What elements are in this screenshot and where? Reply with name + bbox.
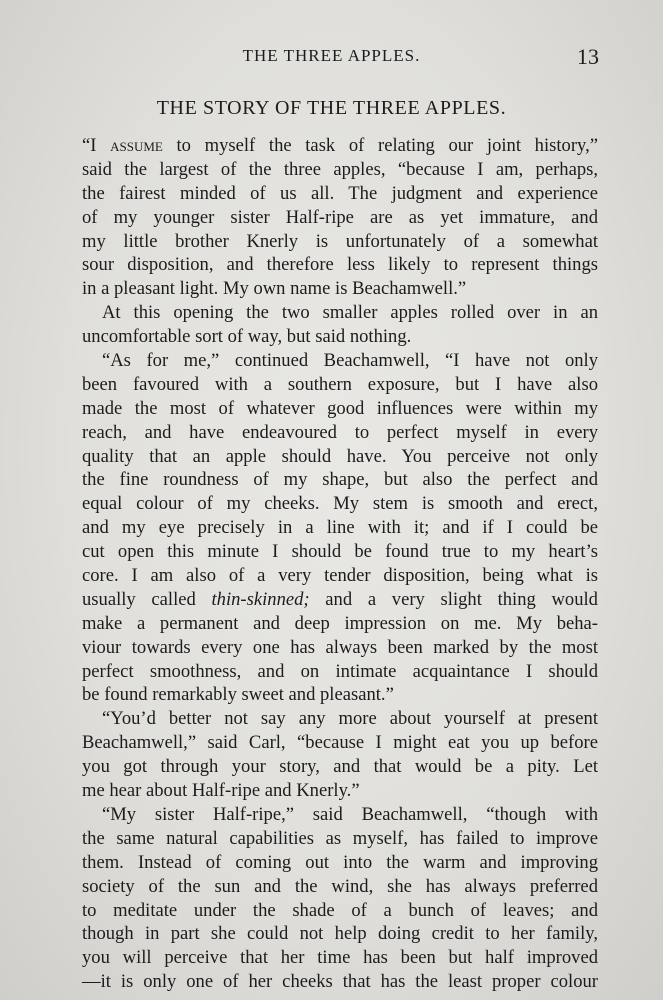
text-line: sour disposition, and therefore less likely to represent things <box>82 254 598 276</box>
text-line: made the most of whatever good influences were within my <box>82 397 598 419</box>
text-line: the fairest minded of us all. The judgment and experience <box>82 182 598 204</box>
text-line: and my eye precisely in a line with it; and if I could be <box>82 517 598 539</box>
text-line: the fine roundness of my shape, but also the perfect and <box>82 469 598 491</box>
text-line: usually called thin-skinned; and a very slight thing would <box>82 588 598 610</box>
text-line: reach, and have endeavoured to perfect myself in every <box>82 421 598 443</box>
page-number: 13 <box>577 44 599 69</box>
text-line: “My sister Half-ripe,” said Beachamwell, “though with <box>102 803 598 825</box>
text-line: viour towards every one has always been marked by the most <box>82 636 598 658</box>
text-line: At this opening the two smaller apples rolled over in an <box>102 302 598 324</box>
text-line: to meditate under the shade of a bunch of leaves; and <box>82 899 598 921</box>
text-line: uncomfortable sort of way, but said nothing. <box>82 326 412 348</box>
text-line: you got through your story, and that would be a pity. Let <box>82 756 598 778</box>
text-line: in a pleasant light. My own name is Beachamwell.” <box>82 278 467 300</box>
text-line: —it is only one of her cheeks that has the least proper colour <box>82 971 598 993</box>
text-line: the same natural capabilities as myself, has failed to improve <box>82 827 598 849</box>
text-line: society of the sun and the wind, she has always preferred <box>82 875 598 897</box>
text-line: equal colour of my cheeks. My stem is smooth and erect, <box>82 493 598 515</box>
text-line: cut open this minute I should be found true to my heart’s <box>82 541 598 563</box>
text-line: though in part she could not help doing credit to her family, <box>82 923 598 945</box>
text-line: “As for me,” continued Beachamwell, “I have not only <box>102 350 598 372</box>
text-line: been favoured with a southern exposure, but I have also <box>82 373 598 395</box>
text-line: quality that an apple should have. You perceive not only <box>82 445 598 467</box>
text-line: be found remarkably sweet and pleasant.” <box>82 684 394 706</box>
text-line: them. Instead of coming out into the warm and improving <box>82 851 598 873</box>
text-line: core. I am also of a very tender disposition, being what is <box>82 565 598 587</box>
text-line: of my younger sister Half-ripe are as yet immature, and <box>82 206 598 228</box>
italic-phrase: thin-skinned; <box>211 588 310 610</box>
text-line: “I assume to myself the task of relating our joint history,” <box>82 135 599 156</box>
text-line: you will perceive that her time has been but half improved <box>82 947 598 969</box>
text-line: Beachamwell,” said Carl, “because I might eat you up before <box>82 732 598 754</box>
text-line: “You’d better not say any more about yourself at present <box>102 708 598 730</box>
running-title: THE THREE APPLES. <box>242 46 421 65</box>
running-head <box>0 44 663 68</box>
story-text <box>82 134 598 994</box>
text-line: me hear about Half-ripe and Knerly.” <box>82 780 360 802</box>
text-line: my little brother Knerly is unfortunately of a somewhat <box>82 230 598 252</box>
story-title: THE STORY OF THE THREE APPLES. <box>156 97 507 119</box>
small-caps-word: assume <box>110 135 163 156</box>
text-line: said the largest of the three apples, “because I am, perhaps, <box>82 158 598 180</box>
text-line: perfect smoothness, and on intimate acquaintance I should <box>82 660 598 682</box>
text-line: make a permanent and deep impression on me. My beha- <box>82 612 598 634</box>
